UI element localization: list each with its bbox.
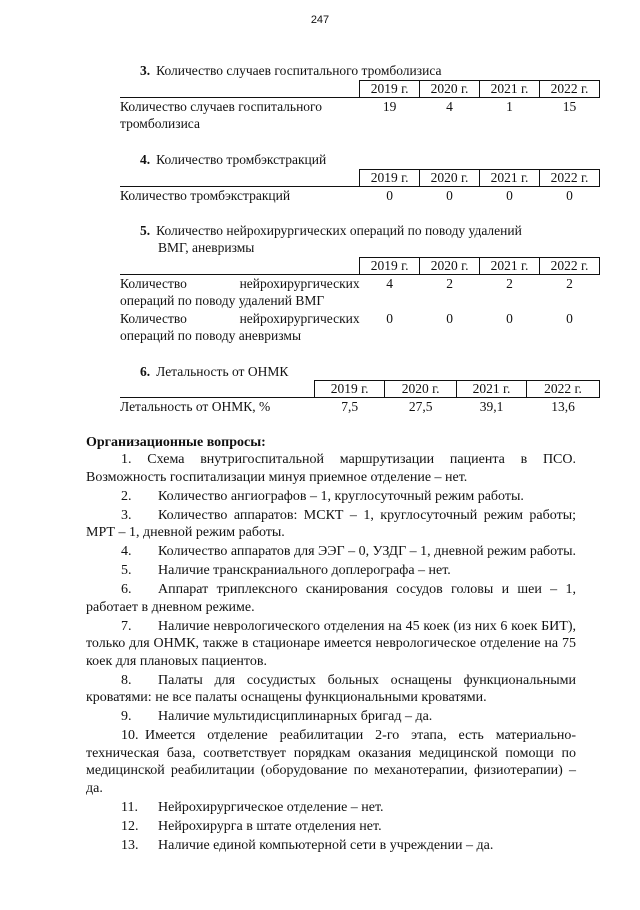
year-header: 2022 г. bbox=[540, 258, 600, 275]
section-title-text: Количество нейрохирургических операций по поводу удалений bbox=[156, 223, 522, 238]
table-row bbox=[120, 187, 600, 205]
item-number: 3. bbox=[121, 507, 132, 523]
item-text: Нейрохирургическое отделение – нет. bbox=[158, 799, 384, 815]
row-label: Количество нейрохирургических операций по поводу аневризмы bbox=[120, 311, 360, 343]
list-item bbox=[86, 562, 576, 580]
item-number: 8. bbox=[121, 672, 132, 688]
cell-value: 0 bbox=[386, 311, 393, 326]
list-item bbox=[86, 727, 576, 797]
row-label: Летальность от ОНМК, % bbox=[120, 399, 271, 414]
table-header-blank bbox=[120, 381, 315, 398]
list-item bbox=[86, 581, 576, 616]
cell-value: 2 bbox=[566, 276, 573, 291]
item-text: Палаты для сосудистых больных оснащены функциональными кроватями: не все палаты оснащены функциональными кроватями. bbox=[86, 672, 576, 705]
cell-value: 0 bbox=[566, 311, 573, 326]
year-header: 2020 г. bbox=[385, 381, 457, 398]
list-item bbox=[86, 488, 576, 506]
section-number: 3. bbox=[140, 63, 151, 78]
item-text: Нейрохирурга в штате отделения нет. bbox=[158, 818, 382, 834]
cell-value: 0 bbox=[506, 311, 513, 326]
list-item bbox=[86, 708, 576, 726]
year-header: 2019 г. bbox=[360, 170, 420, 187]
item-number: 5. bbox=[121, 563, 132, 578]
row-label: Количество нейрохирургических операций по поводу удалений ВМГ bbox=[120, 276, 360, 308]
year-header: 2021 г. bbox=[480, 81, 540, 98]
section-5-title bbox=[140, 222, 585, 256]
year-header: 2022 г. bbox=[539, 170, 599, 187]
item-number: 4. bbox=[121, 544, 132, 559]
cell-value: 27,5 bbox=[408, 399, 433, 414]
row-label: Количество тромбэкстракций bbox=[120, 188, 291, 203]
list-item bbox=[86, 451, 576, 486]
table-row bbox=[120, 275, 600, 310]
item-text: Наличие неврологического отделения на 45 коек (из них 6 коек БИТ), только для ОНМК, также в стационаре имеется неврологическое отделение на 75 коек для плановых пациентов. bbox=[86, 618, 576, 669]
section-number: 5. bbox=[140, 223, 151, 238]
cell-value: 4 bbox=[386, 276, 393, 291]
item-text: Схема внутригоспитальной маршрутизации пациента в ПСО. Возможность госпитализации минуя приемное отделение – нет. bbox=[86, 452, 577, 485]
table-row bbox=[120, 398, 600, 416]
item-number: 11. bbox=[121, 799, 138, 815]
cell-value: 7,5 bbox=[341, 399, 359, 414]
year-header: 2022 г. bbox=[539, 81, 599, 98]
item-number: 13. bbox=[121, 837, 139, 853]
item-number: 12. bbox=[121, 818, 139, 834]
list-item bbox=[86, 818, 576, 836]
organizational-list bbox=[86, 451, 576, 856]
cell-value: 4 bbox=[446, 99, 453, 114]
year-header: 2020 г. bbox=[420, 258, 480, 275]
cell-value: 0 bbox=[386, 188, 393, 203]
section-title-text: Летальность от ОНМК bbox=[156, 364, 289, 379]
item-number: 2. bbox=[121, 488, 132, 504]
cell-value: 0 bbox=[446, 311, 453, 326]
organizational-heading: Организационные вопросы: bbox=[86, 435, 266, 450]
table-header-blank bbox=[120, 81, 360, 98]
cell-value: 15 bbox=[562, 99, 577, 114]
mortality-table bbox=[120, 380, 600, 415]
cell-value: 13,6 bbox=[551, 399, 575, 414]
year-header: 2019 г. bbox=[315, 381, 385, 398]
thrombolysis-table bbox=[120, 80, 600, 132]
year-header: 2021 г. bbox=[457, 381, 527, 398]
section-3-title bbox=[140, 62, 441, 79]
item-text: Имеется отделение реабилитации 2-го этапа, есть материально-техническая база, соответствует порядкам оказания медицинской помощи по медицинской реабилитации (оборудование по механотерапии, физиотерапии) – да. bbox=[86, 728, 576, 796]
year-header: 2021 г. bbox=[480, 258, 540, 275]
year-header: 2021 г. bbox=[480, 170, 540, 187]
item-text: Аппарат триплексного сканирования сосудов головы и шеи – 1, работает в дневном режиме. bbox=[86, 582, 576, 615]
table-row bbox=[120, 309, 600, 344]
cell-value: 0 bbox=[566, 188, 573, 203]
item-number: 6. bbox=[121, 582, 132, 597]
table-header-blank bbox=[120, 258, 360, 275]
cell-value: 39,1 bbox=[479, 399, 504, 414]
list-item bbox=[86, 837, 576, 855]
item-number: 1. bbox=[121, 452, 132, 467]
year-header: 2020 г. bbox=[420, 170, 480, 187]
list-item bbox=[86, 618, 576, 671]
table-row bbox=[120, 98, 600, 133]
year-header: 2019 г. bbox=[360, 81, 420, 98]
cell-value: 19 bbox=[382, 99, 397, 114]
year-header: 2020 г. bbox=[420, 81, 480, 98]
neurosurgery-table bbox=[120, 257, 600, 344]
cell-value: 0 bbox=[506, 188, 513, 203]
item-text: Наличие мультидисциплинарных бригад – да. bbox=[158, 709, 433, 724]
page-number: 247 bbox=[310, 14, 330, 26]
section-title-continuation: ВМГ, аневризмы bbox=[158, 240, 255, 255]
section-title-text: Количество тромбэкстракций bbox=[156, 152, 327, 167]
section-6-title bbox=[140, 363, 288, 380]
item-text: Наличие транскраниального доплерографа – нет. bbox=[158, 563, 451, 578]
list-item bbox=[86, 799, 576, 817]
cell-value: 1 bbox=[506, 99, 513, 114]
cell-value: 2 bbox=[446, 276, 453, 291]
cell-value: 2 bbox=[506, 276, 513, 291]
item-number: 10. bbox=[121, 728, 139, 743]
year-header: 2019 г. bbox=[360, 258, 420, 275]
list-item bbox=[86, 507, 576, 542]
thrombectomy-table bbox=[120, 169, 600, 204]
item-number: 7. bbox=[121, 618, 132, 634]
section-number: 6. bbox=[140, 364, 151, 379]
item-text: Наличие единой компьютерной сети в учреждении – да. bbox=[158, 837, 494, 853]
section-4-title bbox=[140, 151, 326, 168]
item-text: Количество аппаратов для ЭЭГ – 0, УЗДГ – 1, дневной режим работы. bbox=[158, 544, 577, 559]
table-header-blank bbox=[120, 170, 360, 187]
section-title-text: Количество случаев госпитального тромболизиса bbox=[156, 63, 442, 78]
item-number: 9. bbox=[121, 709, 132, 724]
cell-value: 0 bbox=[446, 188, 453, 203]
list-item bbox=[86, 672, 576, 707]
row-label: Количество случаев госпитального тромболизиса bbox=[120, 99, 323, 131]
item-text: Количество аппаратов: МСКТ – 1, круглосуточный режим работы; МРТ – 1, дневной режим работы. bbox=[86, 507, 576, 540]
list-item bbox=[86, 543, 576, 561]
section-number: 4. bbox=[140, 152, 151, 167]
item-text: Количество ангиографов – 1, круглосуточный режим работы. bbox=[158, 488, 524, 504]
year-header: 2022 г. bbox=[527, 381, 600, 398]
